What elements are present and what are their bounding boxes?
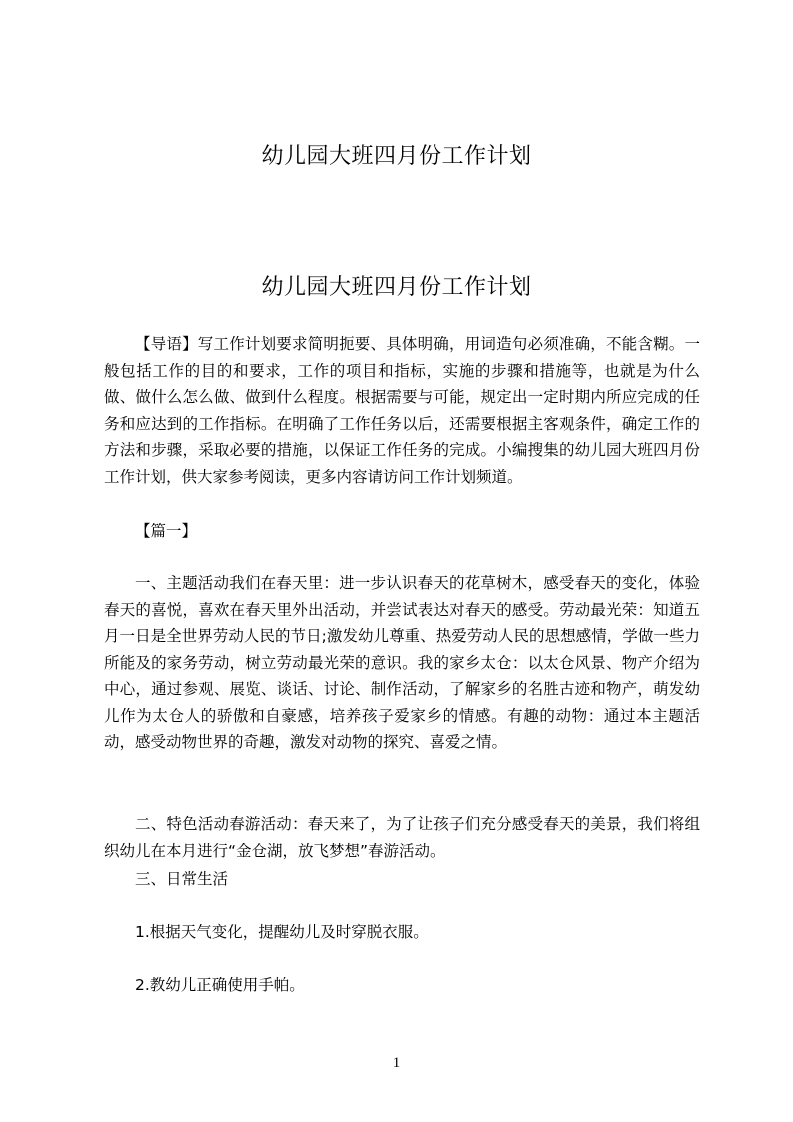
item-two-paragraph: 二、特色活动春游活动：春天来了，为了让孩子们充分感受春天的美景，我们将组织幼儿在本月进行“金仓湖，放飞梦想”春游活动。 xyxy=(104,815,700,860)
list-item-one: 1.根据天气变化，提醒幼儿及时穿脱衣服。 xyxy=(135,923,429,941)
document-title-top: 幼儿园大班四月份工作计划 xyxy=(261,144,532,169)
intro-paragraph: 【导语】写工作计划要求简明扼要、具体明确，用词造句必须准确，不能含糊。一般包括工作的目的和要求，工作的项目和指标，实施的步骤和措施等，也就是为什么做、做什么怎么做、做到什么程度。根据需要与可能，规定出一定时期内所应完成的任务和应达到的工作指标。在明确了工作任务以后，还需要根据主客观条件，确定工作的方法和步骤，采取必要的措施，以保证工作任务的完成。小编搜集的幼儿园大班四月份工作计划，供大家参考阅读，更多内容请访问工作计划频道。 xyxy=(104,335,700,486)
page-number: 1 xyxy=(392,1055,401,1071)
item-three-heading: 三、日常生活 xyxy=(135,870,229,888)
item-one-paragraph: 一、主题活动我们在春天里：进一步认识春天的花草树木，感受春天的变化，体验春天的喜悦，喜欢在春天里外出活动，并尝试表达对春天的感受。劳动最光荣：知道五月一日是全世界劳动人民的节日;激发幼儿尊重、热爱劳动人民的思想感情，学做一些力所能及的家务劳动，树立劳动最光荣的意识。我的家乡太仓：以太仓风景、物产介绍为中心，通过参观、展览、谈话、讨论、制作活动，了解家乡的名胜古迹和物产，萌发幼儿作为太仓人的骄傲和自豪感，培养孩子爱家乡的情感。有趣的动物：通过本主题活动，感受动物世界的奇趣，激发对动物的探究、喜爱之情。 xyxy=(104,574,700,751)
document-title-main: 幼儿园大班四月份工作计划 xyxy=(261,275,532,300)
list-item-two: 2.教幼儿正确使用手帕。 xyxy=(135,976,305,994)
section-heading: 【篇一】 xyxy=(135,522,198,540)
